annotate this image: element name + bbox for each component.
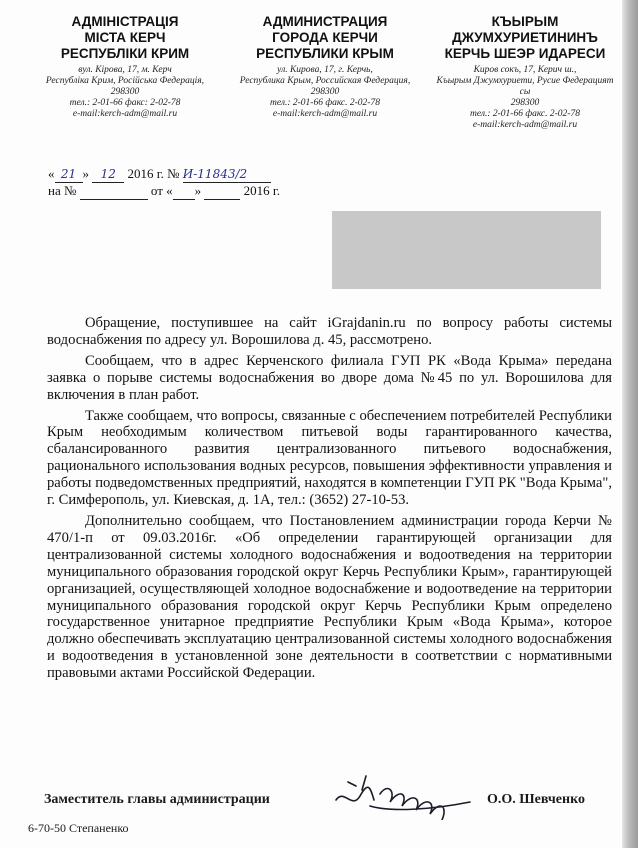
date-month-field [92, 166, 124, 183]
executor-note: 6-70-50 Степаненко [28, 821, 129, 835]
letterhead-address-line: Киров сокъ, 17, Керич ш., [473, 65, 577, 75]
letterhead-title-line: АДМИНИСТРАЦИЯ [262, 14, 388, 29]
letterhead-address-line: Республіка Крим, Російська Федерація, [45, 76, 205, 86]
date-month: 12 [100, 167, 116, 181]
quote-open: « [48, 166, 55, 181]
letterhead-title-line: ДЖУМХУРИЕТИНИНЪ [452, 30, 598, 45]
page-edge-shadow [622, 0, 638, 848]
redacted-addressee-block [332, 211, 601, 289]
reference-number-field [80, 183, 148, 200]
letterhead-phone: тел.: 2-01-66 факс. 2-02-78 [470, 109, 580, 119]
body-paragraph: Сообщаем, что в адрес Керченского филиала ГУП РК «Вода Крыма» передана заявка о порыве системы водоснабжения во дворе дома №45 по ул. Ворошилова для включения в план работ. [47, 352, 612, 403]
outgoing-registration-line [48, 166, 271, 183]
reference-quote-close: » [194, 183, 202, 198]
letterhead-title-line: РЕСПУБЛІКИ КРИМ [60, 46, 190, 61]
quote-close: » [82, 166, 89, 181]
reference-prefix: на № [48, 183, 77, 198]
date-year: 2016 г. [127, 166, 164, 181]
letter-body [47, 315, 612, 686]
reference-year: 2016 г. [243, 183, 281, 198]
letterhead-title-line: АДМІНІСТРАЦІЯ [71, 14, 179, 29]
letterhead-address-line: вул. Кірова, 17, м. Керч [78, 65, 172, 75]
letterhead-russian [230, 14, 420, 120]
date-day: 21 [60, 167, 77, 181]
letterhead-address-line: 298300 [510, 98, 540, 108]
letterhead-crimean-tatar [425, 14, 625, 131]
reference-month-field [204, 183, 240, 200]
letterhead-address-line: 298300 [310, 87, 340, 97]
letterhead-title-line: МІСТА КЕРЧ [84, 30, 166, 45]
letterhead-title-line: КЪЫРЫМ [491, 14, 559, 29]
letterhead-email: e-mail:kerch-adm@mail.ru [272, 109, 378, 119]
letterhead-address-line: 298300 [110, 87, 140, 97]
letterhead-title-line: КЕРЧЬ ШЕЭР ИДАРЕСИ [444, 46, 606, 61]
letterhead-address-line: сы [519, 87, 531, 97]
reference-registration-line [48, 183, 280, 200]
letterhead-title-line: ГОРОДА КЕРЧИ [272, 30, 378, 45]
body-paragraph: Обращение, поступившее на сайт iGrajdanin.ru по вопросу работы системы водоснабжения по адресу ул. Ворошилова д. 45, рассмотрено. [47, 315, 612, 348]
signatory-position: Заместитель главы администрации [44, 792, 270, 807]
letterhead-ukrainian [35, 14, 215, 120]
letterhead-phone: тел.: 2-01-66 факс. 2-02-78 [270, 98, 380, 108]
outgoing-number: И-11843/2 [182, 167, 248, 181]
signatory-name: О.О. Шевченко [487, 792, 585, 807]
letterhead-email: e-mail:kerch-adm@mail.ru [472, 120, 578, 130]
body-paragraph: Также сообщаем, что вопросы, связанные с обеспечением потребителей Республики Крым необходимым количеством питьевой воды гарантированного качества, сбалансированного развития централизованного питьевого водоснабжения, рационального использования водных ресурсов, повышения эффективности управления и работы подведомственных предприятий, находятся в компетенции ГУП РК "Вода Крыма", г. Симферополь, ул. Киевская, д. 1А, тел.: (3652) 27-10-53. [47, 407, 612, 509]
letterhead-address-line: Республика Крым, Российская Федерация, [239, 76, 411, 86]
body-paragraph: Дополнительно сообщаем, что Постановлением администрации города Керчи № 470/1-п от 09.03.2016г. «Об определении гарантирующей организации для централизованной системы холодного водоснабжения и водоотведения на территории муниципального образования городской округ Керчь Республики Крым», гарантирующей организацией, осуществляющей холодное водоснабжение и водоотведение на территории муниципального образования городской округ Керчь Республики Крым определено государственное унитарное предприятие Республики Крым «Вода Крыма», которое должно обеспечивать эксплуатацию централизованной системы холодного водоснабжения и водоотведения в установленной зоне деятельности в соответствии с нормативными правовыми актами Российской Федерации. [47, 512, 612, 682]
letterhead-address-line: ул. Кирова, 17, г. Керчь, [277, 65, 373, 75]
letterhead-email: e-mail:kerch-adm@mail.ru [72, 109, 178, 119]
letterhead-title-line: РЕСПУБЛИКИ КРЫМ [256, 46, 394, 61]
outgoing-number-field [183, 166, 271, 183]
handwritten-signature [330, 770, 480, 820]
reference-from: от « [150, 183, 173, 198]
date-day-field [55, 166, 83, 183]
letterhead-phone: тел.: 2-01-66 факс: 2-02-78 [69, 98, 181, 108]
reference-day-field [173, 183, 195, 200]
letterhead-address-line: Къырым Джумхуриети, Русие Федерацият [436, 76, 614, 86]
number-label: № [167, 166, 180, 181]
